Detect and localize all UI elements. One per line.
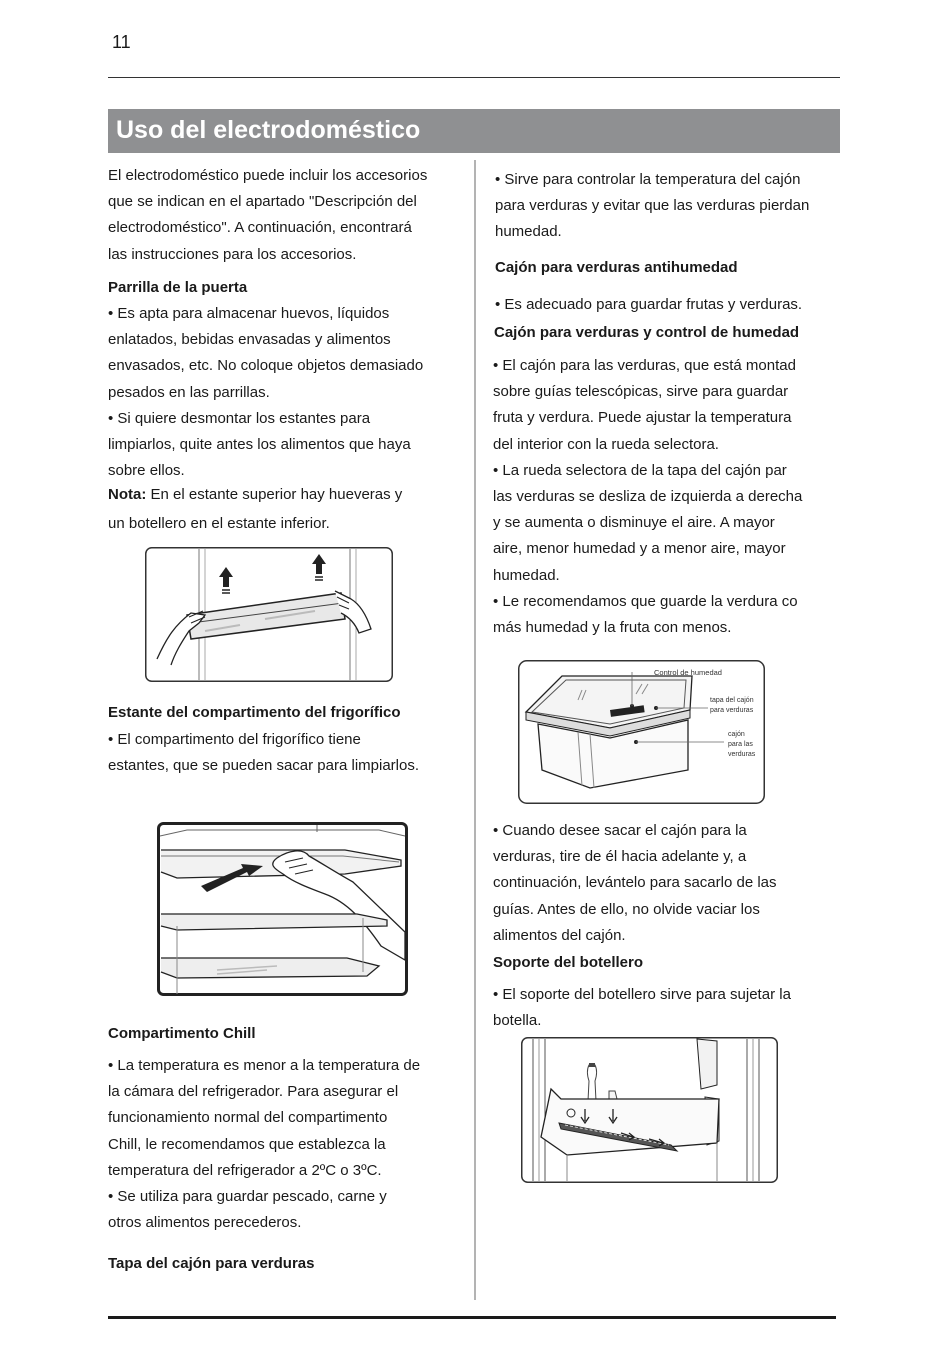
bottle-holder-paragraph — [493, 982, 791, 1034]
text-line: electrodoméstico". A continuación, encontrará — [108, 219, 412, 237]
text-line: del interior con la rueda selectora. — [493, 435, 719, 453]
crisper-drawer-diagram — [518, 660, 765, 804]
page-number: 11 — [112, 32, 131, 52]
removal-paragraph — [493, 818, 777, 949]
antihumidity-heading: Cajón para verduras antihumedad — [495, 259, 738, 276]
text-line: • El soporte del botellero sirve para sujetar la — [493, 986, 791, 1003]
text-line: Chill, le recomendamos que establezca la — [108, 1135, 386, 1153]
footer-rule — [108, 1316, 836, 1319]
drawer-label-line-3: verduras — [728, 751, 756, 758]
fridge-shelf-illustration — [157, 822, 408, 996]
section-title: Uso del electrodoméstico — [116, 116, 421, 144]
text-line: alimentos del cajón. — [493, 926, 626, 944]
text-line: • Le recomendamos que guarde la verdura co — [493, 592, 798, 610]
text-line: • La temperatura es menor a la temperatura de — [108, 1057, 421, 1074]
text-line: temperatura del refrigerador a 2ºC o 3ºC. — [108, 1161, 382, 1179]
shelf-heading: Estante del compartimento del frigorífico — [108, 704, 401, 721]
text-line: humedad. — [493, 566, 560, 584]
text-line: aire, menor humedad y a menor aire, mayor — [493, 540, 786, 558]
humidity-control-paragraph — [493, 353, 802, 641]
text-line: • La rueda selectora de la tapa del cajón par — [493, 461, 787, 479]
text-line: • Sirve para controlar la temperatura del cajón — [495, 171, 801, 188]
header-rule — [108, 77, 840, 78]
text-line: más humedad y la fruta con menos. — [493, 619, 732, 637]
bottle-holder-illustration — [521, 1037, 778, 1183]
cover-label-line-2: para verduras — [710, 707, 754, 714]
text-line: envasados, etc. No coloque objetos demasiado — [108, 357, 424, 375]
text-line: El electrodoméstico puede incluir los accesorios — [108, 167, 428, 184]
note-label: Nota: — [108, 486, 147, 503]
antihumidity-text: • Es adecuado para guardar frutas y verduras. — [495, 296, 803, 313]
text-line: las verduras se desliza de izquierda a derecha — [493, 488, 803, 506]
text-line: que se indican en el apartado "Descripción del — [108, 193, 417, 211]
humidity-control-heading: Cajón para verduras y control de humedad — [494, 324, 800, 341]
drawer-label-line-1: cajón — [728, 731, 745, 738]
text-line: sobre ellos. — [108, 462, 185, 480]
door-rack-paragraph — [108, 301, 423, 484]
text-line: verduras, tire de él hacia adelante y, a — [493, 848, 747, 866]
text-line: • El compartimento del frigorífico tiene — [108, 731, 361, 748]
text-line: botella. — [493, 1012, 542, 1030]
text-line: otros alimentos perecederos. — [108, 1214, 302, 1232]
drawer-label-line-2: para las — [728, 741, 753, 748]
text-line: sobre guías telescópicas, sirve para guardar — [493, 383, 789, 401]
text-line: funcionamiento normal del compartimento — [108, 1109, 388, 1127]
note-line — [108, 482, 402, 508]
humidity-control-label: Control de humedad — [654, 668, 722, 677]
chill-paragraph — [108, 1053, 420, 1236]
note-line-2: un botellero en el estante inferior. — [108, 515, 330, 532]
text-line: limpiarlos, quite antes los alimentos que haya — [108, 436, 411, 454]
door-rack-illustration — [145, 547, 393, 682]
section-title-bar — [108, 109, 840, 153]
text-line: pesados en las parrillas. — [108, 383, 270, 401]
text-line: enlatados, bebidas envasadas y alimentos — [108, 331, 391, 349]
note-text: En el estante superior hay hueveras y — [146, 486, 403, 503]
crisper-cover-paragraph — [495, 167, 809, 246]
text-line: • Se utiliza para guardar pescado, carne y — [108, 1188, 387, 1206]
text-line: las instrucciones para los accesorios. — [108, 245, 357, 263]
intro-paragraph — [108, 163, 427, 268]
column-divider — [474, 160, 476, 1300]
chill-heading: Compartimento Chill — [108, 1025, 256, 1042]
text-line: continuación, levántelo para sacarlo de las — [493, 874, 777, 892]
text-line: fruta y verdura. Puede ajustar la temperatura — [493, 409, 792, 427]
text-line: humedad. — [495, 223, 562, 241]
text-line: • Si quiere desmontar los estantes para — [108, 409, 371, 427]
text-line: • El cajón para las verduras, que está montad — [493, 357, 796, 374]
crisper-cover-heading: Tapa del cajón para verduras — [108, 1255, 315, 1272]
text-line: para verduras y evitar que las verduras pierdan — [495, 197, 810, 215]
text-line: la cámara del refrigerador. Para asegurar el — [108, 1083, 399, 1101]
text-line: estantes, que se pueden sacar para limpiarlos. — [108, 757, 420, 775]
text-line: • Cuando desee sacar el cajón para la — [493, 822, 747, 839]
bottle-holder-heading: Soporte del botellero — [493, 954, 644, 971]
text-line: y se aumenta o disminuye el aire. A mayor — [493, 514, 775, 532]
cover-label-line-1: tapa del cajón — [710, 697, 754, 704]
door-rack-heading: Parrilla de la puerta — [108, 279, 248, 296]
shelf-paragraph — [108, 727, 419, 779]
text-line: • Es apta para almacenar huevos, líquidos — [108, 305, 390, 322]
text-line: guías. Antes de ello, no olvide vaciar los — [493, 900, 760, 918]
